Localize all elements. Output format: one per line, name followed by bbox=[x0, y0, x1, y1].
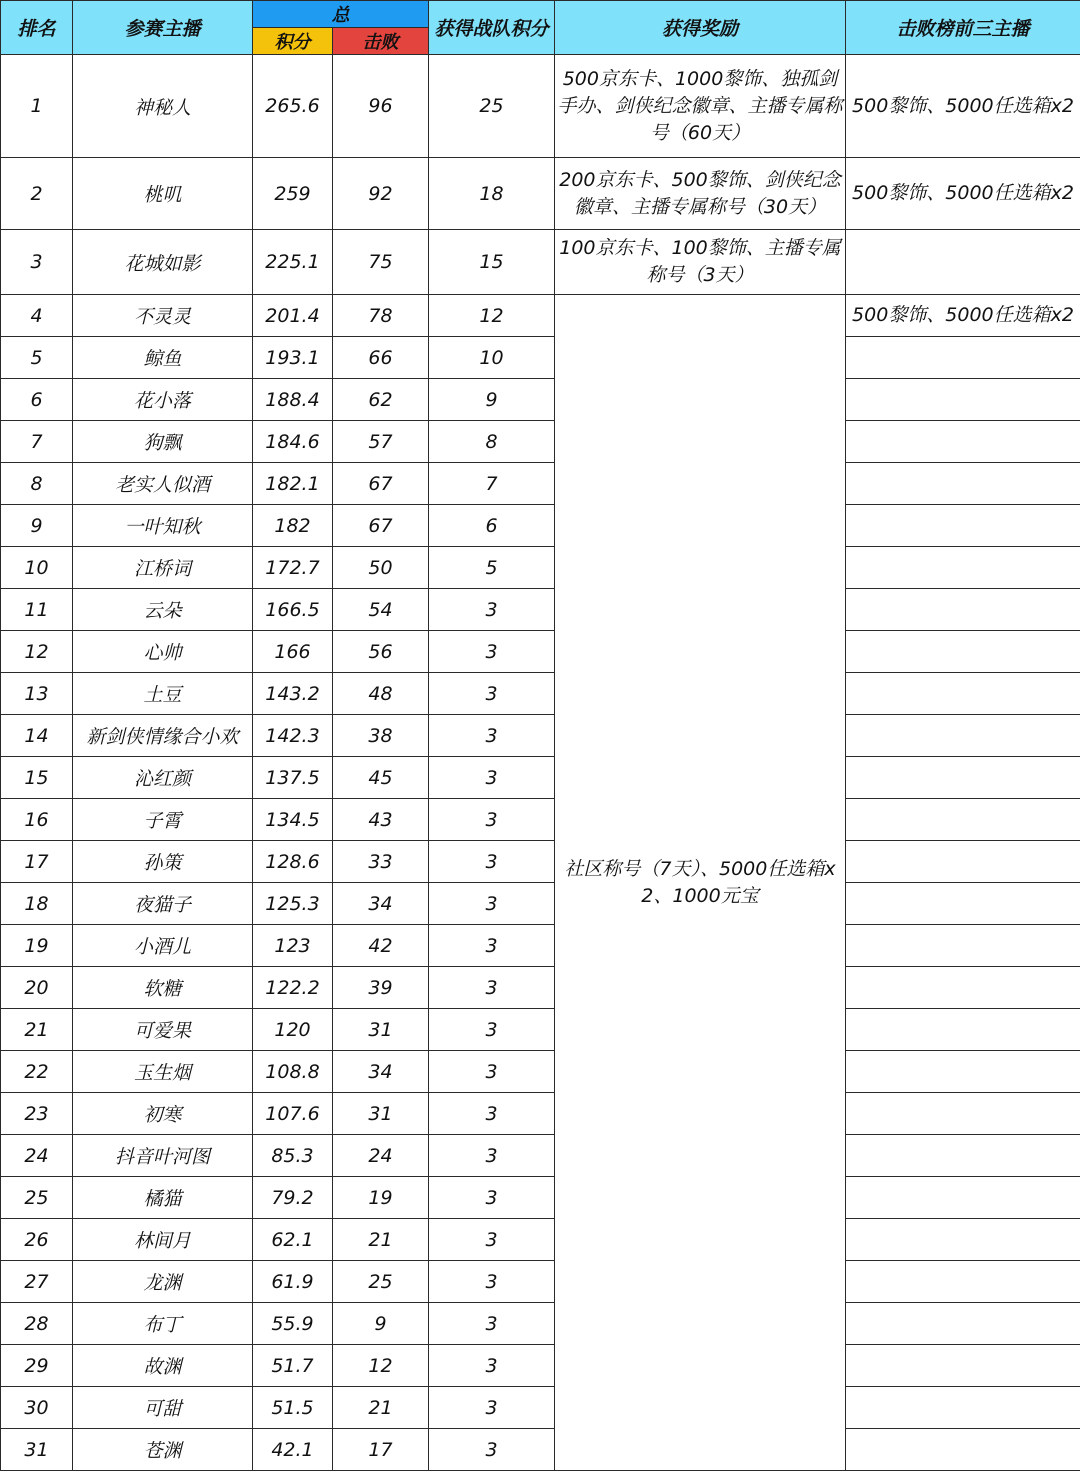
cell-top3-empty bbox=[846, 1093, 1080, 1135]
cell-top3-empty bbox=[846, 505, 1080, 547]
cell-defeats: 21 bbox=[333, 1387, 429, 1429]
cell-reward: 500京东卡、1000黎饰、独孤剑手办、剑侠纪念徽章、主播专属称号（60天） bbox=[555, 55, 846, 158]
cell-team-points: 15 bbox=[429, 230, 555, 295]
cell-score: 123 bbox=[253, 925, 333, 967]
cell-streamer: 橘猫 bbox=[73, 1177, 253, 1219]
table-row bbox=[1, 1177, 1080, 1219]
cell-team-points: 9 bbox=[429, 379, 555, 421]
cell-team-points: 3 bbox=[429, 673, 555, 715]
cell-score: 79.2 bbox=[253, 1177, 333, 1219]
cell-rank: 16 bbox=[1, 799, 73, 841]
cell-defeats: 50 bbox=[333, 547, 429, 589]
table-row bbox=[1, 757, 1080, 799]
header-streamer: 参赛主播 bbox=[73, 1, 253, 55]
table-row bbox=[1, 631, 1080, 673]
table-row bbox=[1, 841, 1080, 883]
table-row bbox=[1, 421, 1080, 463]
cell-top3-empty bbox=[846, 1009, 1080, 1051]
cell-rank: 11 bbox=[1, 589, 73, 631]
cell-streamer: 神秘人 bbox=[73, 55, 253, 158]
cell-top3: 500黎饰、5000任选箱x2 bbox=[846, 158, 1080, 230]
cell-streamer: 花城如影 bbox=[73, 230, 253, 295]
cell-rank: 8 bbox=[1, 463, 73, 505]
cell-score: 107.6 bbox=[253, 1093, 333, 1135]
cell-defeats: 24 bbox=[333, 1135, 429, 1177]
cell-score: 55.9 bbox=[253, 1303, 333, 1345]
cell-reward: 100京东卡、100黎饰、主播专属称号（3天） bbox=[555, 230, 846, 295]
cell-team-points: 3 bbox=[429, 1177, 555, 1219]
cell-score: 137.5 bbox=[253, 757, 333, 799]
header-reward: 获得奖励 bbox=[555, 1, 846, 55]
cell-team-points: 6 bbox=[429, 505, 555, 547]
cell-team-points: 3 bbox=[429, 841, 555, 883]
cell-score: 120 bbox=[253, 1009, 333, 1051]
cell-defeats: 25 bbox=[333, 1261, 429, 1303]
cell-top3-empty bbox=[846, 589, 1080, 631]
cell-rank: 25 bbox=[1, 1177, 73, 1219]
cell-rank: 24 bbox=[1, 1135, 73, 1177]
cell-streamer: 土豆 bbox=[73, 673, 253, 715]
cell-rank: 20 bbox=[1, 967, 73, 1009]
cell-streamer: 心帅 bbox=[73, 631, 253, 673]
cell-reward-merged: 社区称号（7天）、5000任选箱x2、1000元宝 bbox=[555, 295, 846, 1471]
cell-score: 143.2 bbox=[253, 673, 333, 715]
table-row bbox=[1, 1345, 1080, 1387]
cell-score: 62.1 bbox=[253, 1219, 333, 1261]
cell-score: 122.2 bbox=[253, 967, 333, 1009]
cell-team-points: 25 bbox=[429, 55, 555, 158]
cell-streamer: 林间月 bbox=[73, 1219, 253, 1261]
cell-team-points: 3 bbox=[429, 967, 555, 1009]
cell-defeats: 43 bbox=[333, 799, 429, 841]
cell-rank: 10 bbox=[1, 547, 73, 589]
cell-score: 128.6 bbox=[253, 841, 333, 883]
cell-streamer: 江桥词 bbox=[73, 547, 253, 589]
cell-defeats: 34 bbox=[333, 883, 429, 925]
cell-rank: 31 bbox=[1, 1429, 73, 1471]
table-row bbox=[1, 1219, 1080, 1261]
cell-rank: 17 bbox=[1, 841, 73, 883]
cell-streamer: 布丁 bbox=[73, 1303, 253, 1345]
cell-top3-empty bbox=[846, 715, 1080, 757]
table-row bbox=[1, 1051, 1080, 1093]
cell-team-points: 3 bbox=[429, 925, 555, 967]
cell-rank: 27 bbox=[1, 1261, 73, 1303]
cell-defeats: 66 bbox=[333, 337, 429, 379]
cell-defeats: 31 bbox=[333, 1009, 429, 1051]
cell-streamer: 子霄 bbox=[73, 799, 253, 841]
cell-rank: 7 bbox=[1, 421, 73, 463]
cell-score: 188.4 bbox=[253, 379, 333, 421]
table-row bbox=[1, 1009, 1080, 1051]
table-row bbox=[1, 967, 1080, 1009]
cell-streamer: 可甜 bbox=[73, 1387, 253, 1429]
cell-top3-empty bbox=[846, 379, 1080, 421]
cell-defeats: 31 bbox=[333, 1093, 429, 1135]
cell-team-points: 3 bbox=[429, 1009, 555, 1051]
header-top3: 击败榜前三主播 bbox=[846, 1, 1080, 55]
table-row bbox=[1, 230, 1080, 295]
cell-streamer: 孙策 bbox=[73, 841, 253, 883]
cell-top3-empty bbox=[846, 1219, 1080, 1261]
cell-defeats: 12 bbox=[333, 1345, 429, 1387]
cell-defeats: 9 bbox=[333, 1303, 429, 1345]
table-row bbox=[1, 337, 1080, 379]
cell-rank: 21 bbox=[1, 1009, 73, 1051]
cell-score: 134.5 bbox=[253, 799, 333, 841]
cell-rank: 28 bbox=[1, 1303, 73, 1345]
cell-score: 125.3 bbox=[253, 883, 333, 925]
table-row bbox=[1, 589, 1080, 631]
cell-rank: 6 bbox=[1, 379, 73, 421]
cell-streamer: 云朵 bbox=[73, 589, 253, 631]
cell-rank: 9 bbox=[1, 505, 73, 547]
cell-streamer: 玉生烟 bbox=[73, 1051, 253, 1093]
cell-rank: 22 bbox=[1, 1051, 73, 1093]
table-row bbox=[1, 1303, 1080, 1345]
cell-team-points: 3 bbox=[429, 715, 555, 757]
cell-defeats: 48 bbox=[333, 673, 429, 715]
cell-top3-empty bbox=[846, 1261, 1080, 1303]
cell-team-points: 3 bbox=[429, 1429, 555, 1471]
cell-reward: 200京东卡、500黎饰、剑侠纪念徽章、主播专属称号（30天） bbox=[555, 158, 846, 230]
cell-top3-empty bbox=[846, 631, 1080, 673]
table-row bbox=[1, 673, 1080, 715]
cell-score: 142.3 bbox=[253, 715, 333, 757]
cell-top3-empty bbox=[846, 1177, 1080, 1219]
cell-team-points: 3 bbox=[429, 631, 555, 673]
header-defeats: 击败 bbox=[333, 28, 429, 55]
cell-top3-empty bbox=[846, 1135, 1080, 1177]
cell-rank: 3 bbox=[1, 230, 73, 295]
cell-streamer: 苍渊 bbox=[73, 1429, 253, 1471]
table-row bbox=[1, 463, 1080, 505]
table-row bbox=[1, 1387, 1080, 1429]
cell-score: 225.1 bbox=[253, 230, 333, 295]
table-row bbox=[1, 799, 1080, 841]
cell-top3-empty bbox=[846, 1387, 1080, 1429]
table-row bbox=[1, 295, 1080, 337]
cell-top3-empty bbox=[846, 1345, 1080, 1387]
cell-defeats: 34 bbox=[333, 1051, 429, 1093]
cell-top3-empty bbox=[846, 757, 1080, 799]
cell-streamer: 夜猫子 bbox=[73, 883, 253, 925]
cell-score: 193.1 bbox=[253, 337, 333, 379]
cell-streamer: 老实人似酒 bbox=[73, 463, 253, 505]
cell-top3-empty bbox=[846, 421, 1080, 463]
header-rank: 排名 bbox=[1, 1, 73, 55]
cell-defeats: 21 bbox=[333, 1219, 429, 1261]
cell-defeats: 33 bbox=[333, 841, 429, 883]
cell-top3-empty bbox=[846, 230, 1080, 295]
cell-rank: 23 bbox=[1, 1093, 73, 1135]
cell-streamer: 鲸鱼 bbox=[73, 337, 253, 379]
table-body bbox=[1, 55, 1080, 1471]
cell-rank: 26 bbox=[1, 1219, 73, 1261]
cell-defeats: 67 bbox=[333, 505, 429, 547]
cell-score: 166 bbox=[253, 631, 333, 673]
table-row bbox=[1, 1261, 1080, 1303]
cell-top3-empty bbox=[846, 1303, 1080, 1345]
cell-defeats: 78 bbox=[333, 295, 429, 337]
cell-team-points: 3 bbox=[429, 757, 555, 799]
cell-rank: 14 bbox=[1, 715, 73, 757]
cell-top3-empty bbox=[846, 547, 1080, 589]
cell-streamer: 新剑侠情缘合小欢 bbox=[73, 715, 253, 757]
cell-score: 184.6 bbox=[253, 421, 333, 463]
cell-team-points: 3 bbox=[429, 1303, 555, 1345]
cell-score: 51.5 bbox=[253, 1387, 333, 1429]
cell-rank: 2 bbox=[1, 158, 73, 230]
cell-team-points: 3 bbox=[429, 883, 555, 925]
header-team-points: 获得战队积分 bbox=[429, 1, 555, 55]
table-row bbox=[1, 883, 1080, 925]
cell-rank: 30 bbox=[1, 1387, 73, 1429]
cell-team-points: 18 bbox=[429, 158, 555, 230]
table-row bbox=[1, 1135, 1080, 1177]
cell-streamer: 不灵灵 bbox=[73, 295, 253, 337]
cell-team-points: 3 bbox=[429, 1135, 555, 1177]
cell-score: 182 bbox=[253, 505, 333, 547]
cell-defeats: 62 bbox=[333, 379, 429, 421]
cell-team-points: 5 bbox=[429, 547, 555, 589]
cell-top3-empty bbox=[846, 841, 1080, 883]
cell-team-points: 3 bbox=[429, 1387, 555, 1429]
cell-score: 265.6 bbox=[253, 55, 333, 158]
cell-score: 182.1 bbox=[253, 463, 333, 505]
cell-score: 201.4 bbox=[253, 295, 333, 337]
header-score: 积分 bbox=[253, 28, 333, 55]
cell-team-points: 3 bbox=[429, 1261, 555, 1303]
cell-streamer: 软糖 bbox=[73, 967, 253, 1009]
cell-top3-empty bbox=[846, 1051, 1080, 1093]
cell-team-points: 10 bbox=[429, 337, 555, 379]
cell-team-points: 12 bbox=[429, 295, 555, 337]
cell-rank: 29 bbox=[1, 1345, 73, 1387]
cell-team-points: 8 bbox=[429, 421, 555, 463]
cell-streamer: 桃叽 bbox=[73, 158, 253, 230]
cell-defeats: 75 bbox=[333, 230, 429, 295]
cell-team-points: 3 bbox=[429, 1219, 555, 1261]
cell-defeats: 42 bbox=[333, 925, 429, 967]
cell-defeats: 67 bbox=[333, 463, 429, 505]
table-row bbox=[1, 505, 1080, 547]
cell-rank: 18 bbox=[1, 883, 73, 925]
cell-defeats: 96 bbox=[333, 55, 429, 158]
cell-defeats: 57 bbox=[333, 421, 429, 463]
cell-rank: 1 bbox=[1, 55, 73, 158]
cell-streamer: 花小落 bbox=[73, 379, 253, 421]
cell-streamer: 狗飘 bbox=[73, 421, 253, 463]
cell-defeats: 19 bbox=[333, 1177, 429, 1219]
cell-top3-empty bbox=[846, 967, 1080, 1009]
cell-team-points: 3 bbox=[429, 589, 555, 631]
cell-streamer: 故渊 bbox=[73, 1345, 253, 1387]
table-row bbox=[1, 715, 1080, 757]
table-row bbox=[1, 1093, 1080, 1135]
cell-defeats: 17 bbox=[333, 1429, 429, 1471]
table-row bbox=[1, 925, 1080, 967]
cell-defeats: 39 bbox=[333, 967, 429, 1009]
cell-rank: 12 bbox=[1, 631, 73, 673]
table-row bbox=[1, 379, 1080, 421]
cell-defeats: 45 bbox=[333, 757, 429, 799]
cell-streamer: 沁红颜 bbox=[73, 757, 253, 799]
cell-top3-empty bbox=[846, 463, 1080, 505]
cell-streamer: 小酒儿 bbox=[73, 925, 253, 967]
cell-top3: 500黎饰、5000任选箱x2 bbox=[846, 55, 1080, 158]
cell-streamer: 龙渊 bbox=[73, 1261, 253, 1303]
table-row bbox=[1, 158, 1080, 230]
cell-score: 61.9 bbox=[253, 1261, 333, 1303]
cell-team-points: 3 bbox=[429, 1093, 555, 1135]
cell-score: 259 bbox=[253, 158, 333, 230]
cell-defeats: 54 bbox=[333, 589, 429, 631]
table-row bbox=[1, 55, 1080, 158]
cell-streamer: 初寒 bbox=[73, 1093, 253, 1135]
cell-rank: 5 bbox=[1, 337, 73, 379]
cell-top3-empty bbox=[846, 337, 1080, 379]
cell-score: 85.3 bbox=[253, 1135, 333, 1177]
cell-streamer: 可爱果 bbox=[73, 1009, 253, 1051]
table-row bbox=[1, 547, 1080, 589]
cell-top3-empty bbox=[846, 799, 1080, 841]
cell-score: 172.7 bbox=[253, 547, 333, 589]
cell-rank: 19 bbox=[1, 925, 73, 967]
cell-team-points: 3 bbox=[429, 1345, 555, 1387]
cell-rank: 15 bbox=[1, 757, 73, 799]
cell-team-points: 3 bbox=[429, 1051, 555, 1093]
cell-score: 166.5 bbox=[253, 589, 333, 631]
cell-team-points: 7 bbox=[429, 463, 555, 505]
cell-top3-empty bbox=[846, 925, 1080, 967]
table-header bbox=[1, 1, 1080, 55]
cell-rank: 4 bbox=[1, 295, 73, 337]
cell-top3: 500黎饰、5000任选箱x2 bbox=[846, 295, 1080, 337]
cell-streamer: 抖音叶河图 bbox=[73, 1135, 253, 1177]
cell-top3-empty bbox=[846, 673, 1080, 715]
cell-score: 108.8 bbox=[253, 1051, 333, 1093]
cell-defeats: 92 bbox=[333, 158, 429, 230]
cell-score: 42.1 bbox=[253, 1429, 333, 1471]
header-total: 总 bbox=[253, 1, 429, 28]
cell-defeats: 38 bbox=[333, 715, 429, 757]
table-row bbox=[1, 1429, 1080, 1471]
cell-defeats: 56 bbox=[333, 631, 429, 673]
cell-top3-empty bbox=[846, 1429, 1080, 1471]
cell-team-points: 3 bbox=[429, 799, 555, 841]
cell-score: 51.7 bbox=[253, 1345, 333, 1387]
cell-rank: 13 bbox=[1, 673, 73, 715]
cell-streamer: 一叶知秋 bbox=[73, 505, 253, 547]
cell-top3-empty bbox=[846, 883, 1080, 925]
